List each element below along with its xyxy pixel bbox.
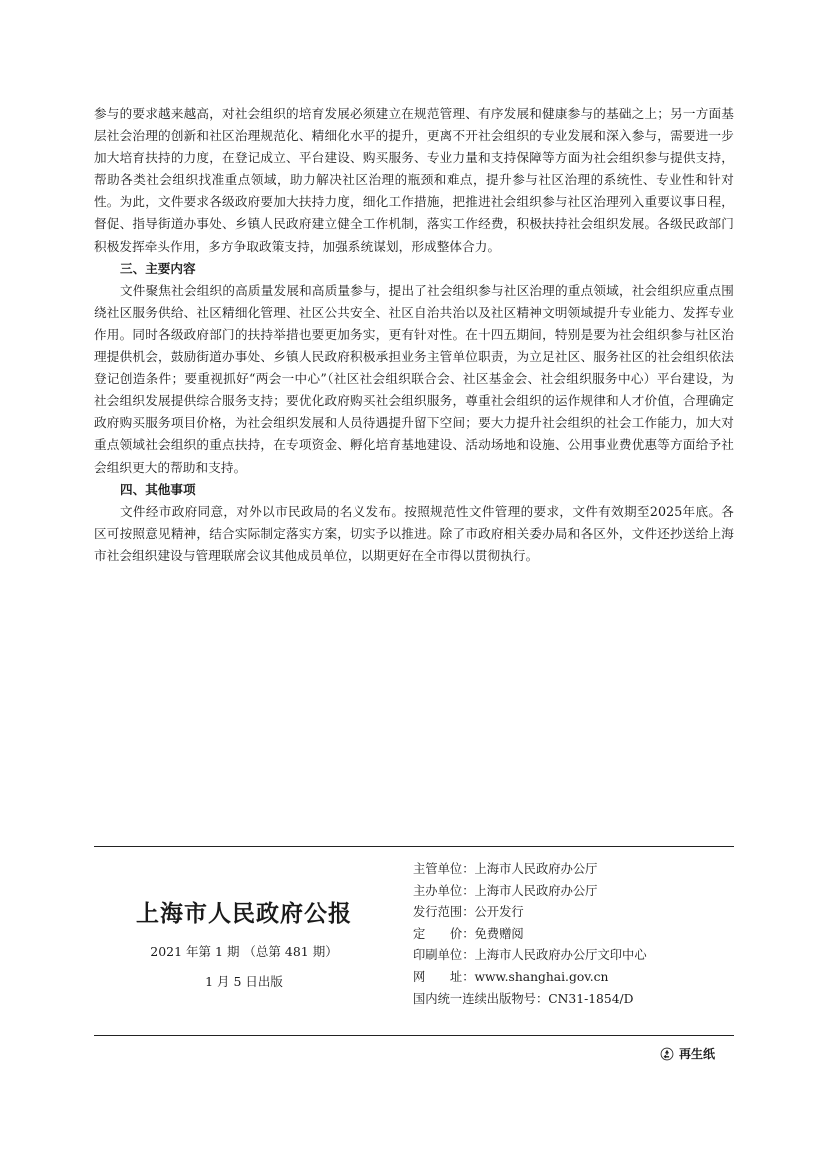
issue-number: 2021 年第 1 期 （总第 481 期） [150,944,338,959]
paragraph-2: 文件聚焦社会组织的高质量发展和高质量参与，提出了社会组织参与社区治理的重点领域，社会组织应重点围绕社区服务供给、社区精细化管理、社区公共安全、社区自治共治以及社区精神文明领域提升专业能力、发挥专业作用。同时各级政府部门的扶持举措也要更加务实，更有针对性。在十四五期间，特别是要为社会组织参与社区治理提供机会，鼓励街道办事处、乡镇人民政府积极承担业务主管单位职责，为立足社区、服务社区的社会组织依法登记创造条件；要重视抓好“两会一中心”（社区社会组织联合会、社区基金会、社会组织服务中心）平台建设，为社会组织发展提供综合服务支持；要优化政府购买社会组织服务，尊重社会组织的运作规律和人才价值，合理确定政府购买服务项目价格，为社会组织发展和人员待遇提升留下空间；要大力提升社会组织的社会工作能力，加大对重点领域社会组织的重点扶持，在专项资金、孵化培育基地建设、活动场地和设施、公用事业费优惠等方面给予社会组织更大的帮助和支持。 [94,282,734,475]
paragraph-1: 参与的要求越来越高，对社会组织的培育发展必须建立在规范管理、有序发展和健康参与的基础之上；另一方面基层社会治理的创新和社区治理规范化、精细化水平的提升，更离不开社会组织的专业发展和深入参与，需要进一步加大培育扶持的力度，在登记成立、平台建设、购买服务、专业力量和支持保障等方面为社会组织参与提供支持，帮助各类社会组织找准重点领域，助力解决社区治理的瓶颈和难点，提升参与社区治理的系统性、专业性和针对性。为此，文件要求各级政府要加大扶持力度，细化工作措施，把推进社会组织参与社区治理列入重要议事日程，督促、指导街道办事处、乡镇人民政府建立健全工作机制，落实工作经费，积极扶持社会组织发展。各级民政部门积极发挥牵头作用，多方争取政策支持，加强系统谋划，形成整体合力。 [94,106,734,254]
publication-info [413,859,743,1010]
info-supervisor: 主管单位：上海市人民政府办公厅 [413,862,598,876]
section-heading-3: 三、主要内容 [120,260,196,276]
bottom-divider [94,1035,734,1036]
top-divider [94,846,734,847]
info-price: 定 价：免费赠阅 [413,926,524,941]
journal-title: 上海市人民政府公报 [136,900,352,927]
info-serial-number: 国内统一连续出版物号：CN31-1854/D [413,991,634,1006]
info-distribution: 发行范围：公开发行 [413,905,524,920]
recycle-icon [660,1047,674,1061]
recycled-paper-mark [660,1045,715,1062]
paragraph-3: 文件经市政府同意，对外以市民政局的名义发布。按照规范性文件管理的要求，文件有效期至2025年底。各区可按照意见精神，结合实际制定落实方案，切实予以推进。除了市政府相关委办局和各区外，文件还抄送给上海市社会组织建设与管理联席会议其他成员单位，以期更好在全市得以贯彻执行。 [94,503,734,563]
publication-date: 1 月 5 日出版 [205,974,283,989]
section-heading-4: 四、其他事项 [120,481,196,497]
recycled-paper-label: 再生纸 [679,1047,716,1061]
info-printer: 印刷单位：上海市人民政府办公厅文印中心 [413,948,647,963]
article-body [94,103,734,567]
journal-masthead [94,895,394,990]
info-sponsor: 主办单位：上海市人民政府办公厅 [413,883,598,898]
info-website: 网 址：www.shanghai.gov.cn [413,969,609,984]
